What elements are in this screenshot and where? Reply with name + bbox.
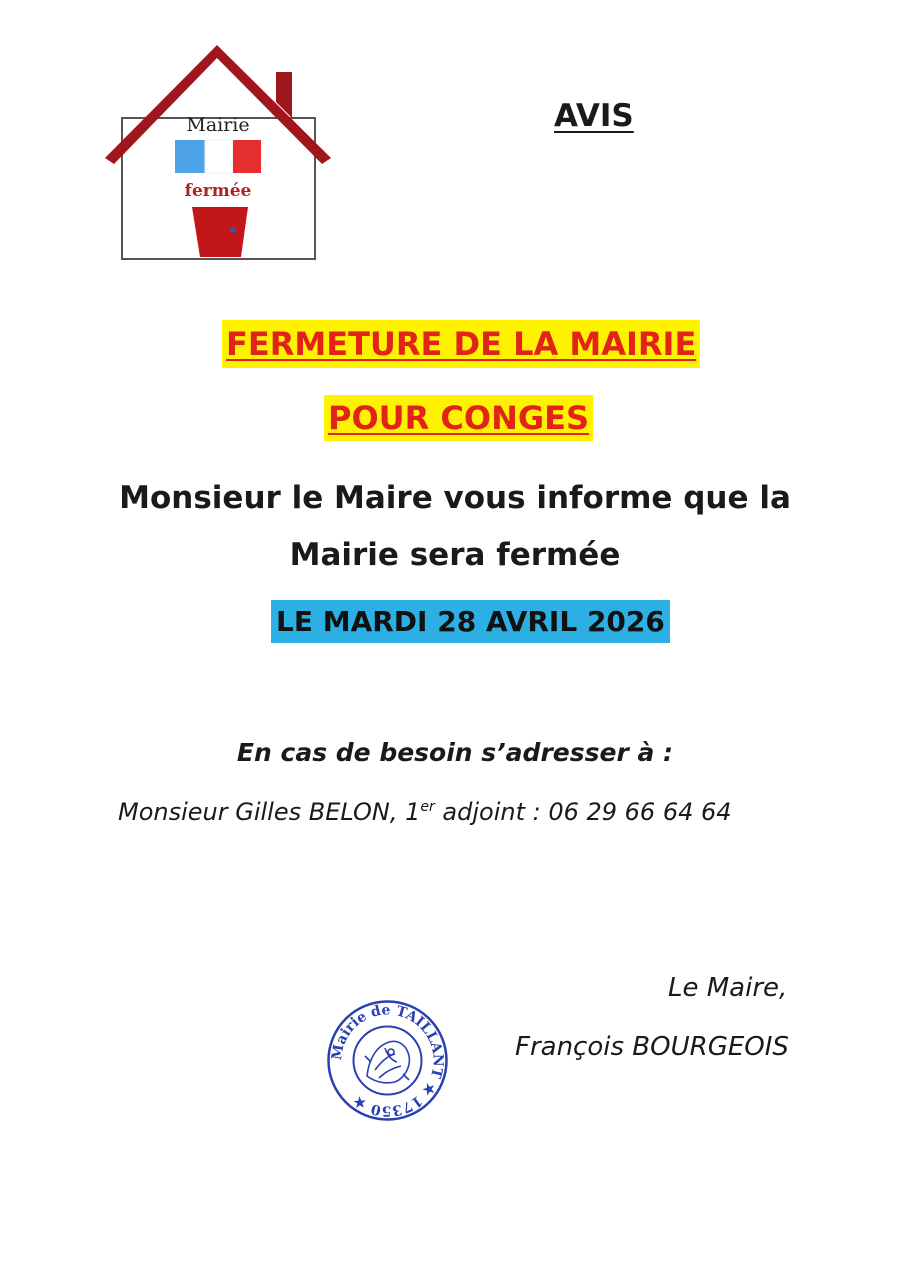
title-fermeture: FERMETURE DE LA MAIRIE <box>222 320 700 368</box>
announcement-line-1: Monsieur le Maire vous informe que la <box>119 480 791 516</box>
avis-heading: AVIS <box>554 98 634 134</box>
contact-ordinal: er <box>420 799 435 815</box>
flag-red <box>233 140 261 173</box>
title-conges: POUR CONGES <box>324 395 593 441</box>
door-knob <box>230 227 236 233</box>
flag-white <box>205 140 233 173</box>
contact-intro: En cas de besoin s’adresser à : <box>236 738 674 767</box>
closure-date: LE MARDI 28 AVRIL 2026 <box>271 600 670 643</box>
mairie-stamp <box>325 998 450 1123</box>
mairie-fermee-logo <box>100 40 335 265</box>
signature-title: Le Maire, <box>668 973 788 1003</box>
signature-name: François BOURGEOIS <box>515 1032 789 1062</box>
contact-suffix: adjoint : 06 29 66 64 64 <box>434 798 732 826</box>
announcement-line-2: Mairie sera fermée <box>289 537 621 573</box>
announcement-text <box>60 470 850 584</box>
logo-mairie-text: Mairie <box>186 114 250 136</box>
stamp-emblem <box>365 1041 409 1082</box>
stamp-inner-ring <box>354 1027 422 1095</box>
stamp-outer-ring <box>329 1002 447 1120</box>
flag-blue <box>175 140 205 173</box>
contact-prefix: Monsieur Gilles BELON, 1 <box>118 798 421 826</box>
house-door <box>192 207 248 257</box>
contact-line <box>118 798 732 826</box>
stamp-ring-text: Mairie de TAILLANT ★ 17350 ★ <box>329 1002 446 1119</box>
logo-fermee-text: fermée <box>184 181 252 201</box>
